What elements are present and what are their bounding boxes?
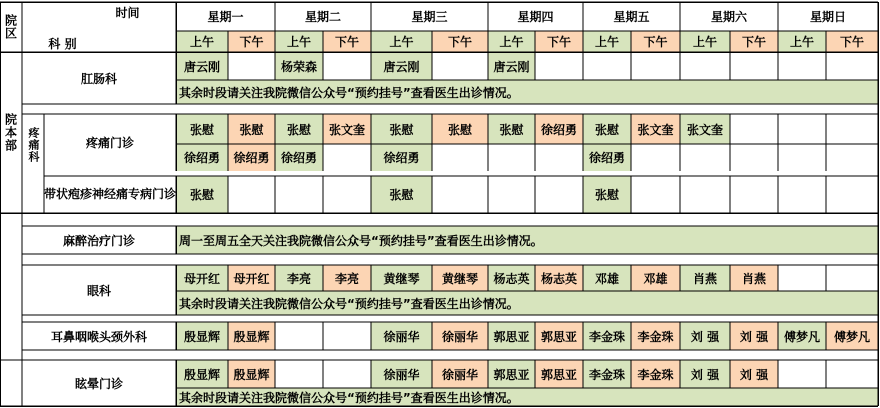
doctor-slot: 李金珠 xyxy=(583,360,631,388)
dept-anesthesia: 麻醉治疗门诊 xyxy=(62,233,135,248)
doctor-slot: 傅梦凡 xyxy=(826,322,878,350)
doctor-slot: 刘 强 xyxy=(680,322,730,350)
campus-header: 院区 xyxy=(3,14,18,40)
doctor-slot: 张慰 xyxy=(228,114,275,144)
doctor-slot: 徐绍勇 xyxy=(176,144,228,171)
doctor-slot: 李亮 xyxy=(323,265,371,291)
doctor-slot: 张慰 xyxy=(432,114,488,144)
day-header: 星期三 xyxy=(411,10,448,24)
doctor-slot: 徐绍勇 xyxy=(275,144,323,171)
doctor-slot: 杨荣森 xyxy=(275,52,323,80)
dept-pain-group: 疼痛科 xyxy=(27,127,40,163)
dept-ophthalmology: 眼科 xyxy=(86,283,111,298)
dept-vertigo: 眩晕门诊 xyxy=(74,376,123,391)
time-header: 时间 xyxy=(115,5,140,20)
day-header: 星期一 xyxy=(207,10,244,24)
doctor-slot: 李金珠 xyxy=(631,322,680,350)
doctor-slot: 张慰 xyxy=(176,114,228,144)
dept-ent: 耳鼻咽喉头颈外科 xyxy=(50,329,147,344)
pm-header: 下午 xyxy=(631,31,680,52)
doctor-slot: 张文奎 xyxy=(323,114,371,144)
doctor-slot: 杨志英 xyxy=(488,265,535,291)
doctor-slot: 杨志英 xyxy=(535,265,583,291)
am-header: 上午 xyxy=(778,31,826,52)
doctor-slot: 邓雄 xyxy=(631,265,680,291)
pm-header: 下午 xyxy=(323,31,371,52)
doctor-slot: 殷显辉 xyxy=(176,322,228,350)
doctor-slot: 刘 强 xyxy=(730,322,778,350)
doctor-slot: 徐丽华 xyxy=(371,360,432,388)
doctor-slot: 郭思亚 xyxy=(488,322,535,350)
notice-text: 其余时段请关注我院微信公众号“预约挂号”查看医生出诊情况。 xyxy=(176,291,878,315)
am-header: 上午 xyxy=(488,31,535,52)
doctor-slot: 黄继琴 xyxy=(432,265,488,291)
am-header: 上午 xyxy=(275,31,323,52)
doctor-slot: 李亮 xyxy=(275,265,323,291)
campus-name: 院本部 xyxy=(3,113,18,152)
doctor-slot: 张慰 xyxy=(488,114,535,144)
doctor-slot: 唐云刚 xyxy=(176,52,228,80)
doctor-slot: 邓雄 xyxy=(583,265,631,291)
day-header: 星期日 xyxy=(809,10,846,24)
doctor-slot: 张文奎 xyxy=(631,114,680,144)
doctor-slot: 殷显辉 xyxy=(228,360,275,388)
doctor-slot: 张文奎 xyxy=(680,114,730,144)
doctor-slot: 张慰 xyxy=(275,114,323,144)
doctor-slot: 刘 强 xyxy=(730,360,778,388)
doctor-slot: 刘 强 xyxy=(680,360,730,388)
am-header: 上午 xyxy=(176,31,228,52)
doctor-slot: 郭思亚 xyxy=(535,360,583,388)
day-header: 星期五 xyxy=(613,10,650,24)
doctor-slot: 唐云刚 xyxy=(371,52,432,80)
am-header: 上午 xyxy=(680,31,730,52)
doctor-slot: 李金珠 xyxy=(631,360,680,388)
notice-text: 其余时段请关注我院微信公众号“预约挂号”查看医生出诊情况。 xyxy=(176,388,878,406)
doctor-slot: 郭思亚 xyxy=(488,360,535,388)
doctor-slot: 徐绍勇 xyxy=(535,114,583,144)
pm-header: 下午 xyxy=(730,31,778,52)
doctor-slot: 肖燕 xyxy=(680,265,730,291)
doctor-slot: 母开红 xyxy=(228,265,275,291)
dept-herpes-clinic: 带状疱疹神经痛专病门诊 xyxy=(44,187,176,201)
doctor-slot: 傅梦凡 xyxy=(778,322,826,350)
doctor-slot: 郭思亚 xyxy=(535,322,583,350)
doctor-slot: 张慰 xyxy=(583,176,631,213)
doctor-slot: 母开红 xyxy=(176,265,228,291)
notice-text: 其余时段请关注我院微信公众号“预约挂号”查看医生出诊情况。 xyxy=(176,80,878,104)
doctor-slot: 徐绍勇 xyxy=(583,144,631,171)
day-header: 星期二 xyxy=(304,10,341,24)
doctor-slot: 张慰 xyxy=(583,114,631,144)
doctor-slot: 徐丽华 xyxy=(432,322,488,350)
day-header: 星期四 xyxy=(517,10,554,24)
pm-header: 下午 xyxy=(432,31,488,52)
doctor-slot: 张慰 xyxy=(176,176,228,213)
doctor-slot: 唐云刚 xyxy=(488,52,535,80)
dept-pain-clinic: 疼痛门诊 xyxy=(85,136,134,150)
doctor-slot: 徐绍勇 xyxy=(371,144,432,171)
doctor-slot: 黄继琴 xyxy=(371,265,432,291)
pm-header: 下午 xyxy=(228,31,275,52)
doctor-slot: 李金珠 xyxy=(583,322,631,350)
pm-header: 下午 xyxy=(826,31,878,52)
doctor-slot: 张慰 xyxy=(371,114,432,144)
doctor-slot: 徐丽华 xyxy=(371,322,432,350)
doctor-slot: 张慰 xyxy=(371,176,432,213)
doctor-slot: 殷显辉 xyxy=(228,322,275,350)
doctor-slot: 殷显辉 xyxy=(176,360,228,388)
department-header: 科 别 xyxy=(48,36,77,51)
pm-header: 下午 xyxy=(535,31,583,52)
doctor-slot: 徐丽华 xyxy=(432,360,488,388)
notice-text: 周一至周五全天关注我院微信公众号“预约挂号”查看医生出诊情况。 xyxy=(176,226,878,254)
doctor-slot: 肖燕 xyxy=(730,265,778,291)
am-header: 上午 xyxy=(371,31,432,52)
day-header: 星期六 xyxy=(710,10,747,24)
am-header: 上午 xyxy=(583,31,631,52)
dept-anorectal: 肛肠科 xyxy=(80,71,117,86)
doctor-slot: 徐绍勇 xyxy=(228,144,275,171)
